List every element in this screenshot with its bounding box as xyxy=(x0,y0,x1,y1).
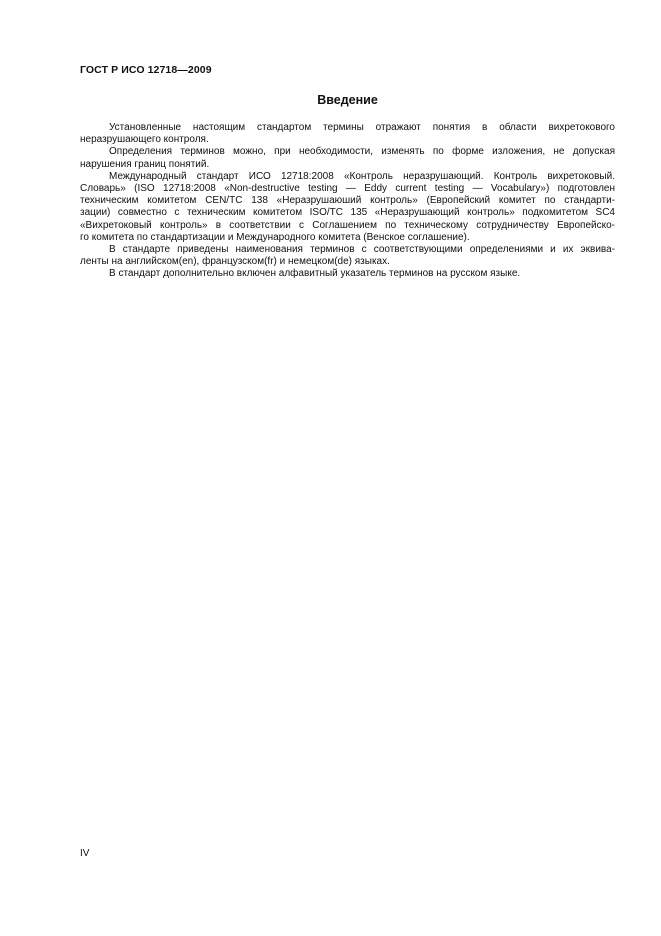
section-title: Введение xyxy=(317,93,378,107)
text-line: Установленные настоящим стандартом термины отражают понятия в области вихретокового xyxy=(109,122,615,133)
text-line: «Вихретоковый контроль» в соответствии с Соглашением по техническому сотрудничеству Европейско- xyxy=(80,219,615,231)
text-line: Определения терминов можно, при необходимости, изменять по форме изложения, не допуская xyxy=(109,146,615,158)
paragraph xyxy=(80,146,615,170)
text-line: Международный стандарт ИСО 12718:2008 «Контроль неразрушающий. Контроль вихретоковый. xyxy=(109,170,615,182)
text-line: В стандарт дополнительно включен алфавитный указатель терминов на русском языке. xyxy=(109,268,521,280)
paragraph xyxy=(80,171,615,244)
page-header-standard-id: ГОСТ Р ИСО 12718—2009 xyxy=(80,64,212,76)
paragraph xyxy=(80,122,615,146)
text-line: неразрушающего контроля. xyxy=(80,134,209,146)
text-line: техническим комитетом CEN/TC 138 «Неразрушаюший контроль» (Европейский комитет по стандарти- xyxy=(80,195,615,207)
paragraph xyxy=(80,268,615,280)
text-line: В стандарте приведены наименования терминов с соответствующими определениями и их эквива- xyxy=(109,243,615,255)
paragraph xyxy=(80,244,615,268)
page-number: IV xyxy=(80,848,90,859)
text-line: го комитета по стандартизации и Международного комитета (Венское соглашение). xyxy=(80,231,470,243)
text-line: Словарь» (ISO 12718:2008 «Non-destructive testing — Eddy current testing — Vocabulary») подготовлен xyxy=(80,182,615,194)
text-line: зации) совместно с техническим комитетом ISO/TC 135 «Неразрушающий контроль» подкомитетом SC4 xyxy=(80,207,615,219)
text-line: нарушения границ понятий. xyxy=(80,158,210,170)
text-line: ленты на английском(en), французском(fr) и немецком(de) языках. xyxy=(80,256,390,268)
document-body xyxy=(80,122,615,280)
